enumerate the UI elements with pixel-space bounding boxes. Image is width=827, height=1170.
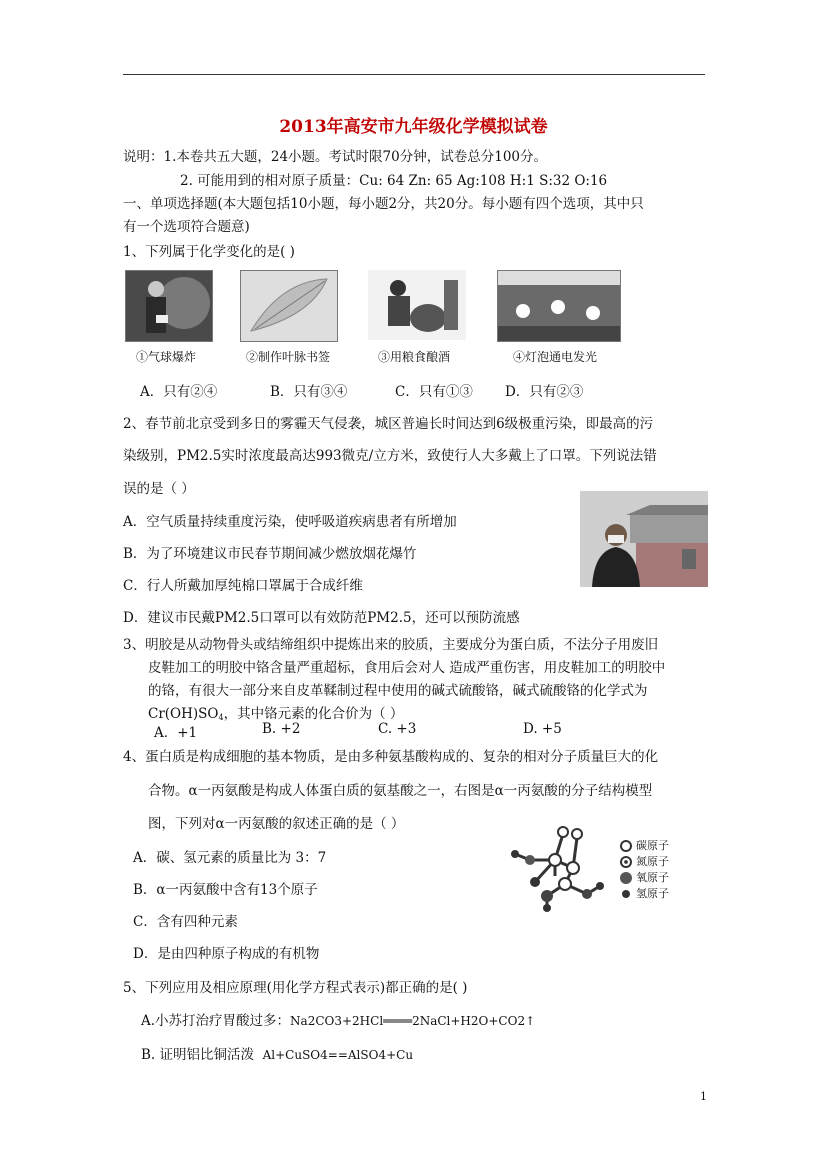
- q2-image-smog: [580, 491, 708, 587]
- q3-line-2: 皮鞋加工的明胶中铬含量严重超标，食用后会对人 造成严重伤害，用皮鞋加工的明胶中: [148, 660, 666, 676]
- q4-option-a: A．碳、氢元素的质量比为 3：7: [133, 850, 327, 866]
- q2-option-a: A．空气质量持续重度污染，使呼吸道疾病患者有所增加: [123, 514, 457, 530]
- q3-option-d: D. +5: [523, 721, 562, 737]
- q4-line-3: 图，下列对α一丙氨酸的叙述正确的是（ ）: [148, 816, 405, 832]
- section1-line-2: 有一个选项符合题意): [123, 219, 250, 235]
- nitrogen-atom-icon: [620, 856, 632, 868]
- q1-image-bulb: [497, 270, 621, 342]
- q4-option-c: C．含有四种元素: [133, 914, 238, 930]
- carbon-atom-icon: [620, 840, 632, 852]
- q3-option-a: A．+1: [154, 725, 198, 741]
- q5-option-a-equation: Na2CO3+2HCl════2NaCl+H2O+CO2↑: [290, 1014, 536, 1028]
- q1-option-b: B．只有③④: [270, 384, 348, 400]
- q1-image-leaf: [240, 270, 338, 342]
- q5-stem: 5、下列应用及相应原理(用化学方程式表示)都正确的是( ): [123, 980, 468, 996]
- q2-line-1: 2、春节前北京受到多日的雾霾天气侵袭，城区普遍长时间达到6级极重污染，即最高的污: [123, 416, 654, 432]
- q2-option-b: B．为了环境建议市民春节期间减少燃放烟花爆竹: [123, 546, 417, 562]
- q1-image-balloon: [125, 270, 213, 342]
- q4-legend: [620, 838, 669, 902]
- page-title: 2013年高安市九年级化学模拟试卷: [279, 117, 548, 137]
- section1-line-1: 一、单项选择题(本大题包括10小题，每小题2分，共20分。每小题有四个选项，其中只: [123, 196, 644, 212]
- legend-carbon: 碳原子: [620, 838, 669, 854]
- q1-caption-3: ③用粮食酿酒: [378, 350, 451, 364]
- q1-option-a: A．只有②④: [140, 384, 218, 400]
- q1-caption-1: ①气球爆炸: [136, 350, 197, 364]
- q2-option-d: D．建议市民戴PM2.5口罩可以有效防范PM2.5，还可以预防流感: [123, 610, 520, 626]
- legend-nitrogen: 氮原子: [620, 854, 669, 870]
- legend-hydrogen: 氢原子: [620, 886, 669, 902]
- q1-stem: 1、下列属于化学变化的是( ): [123, 244, 295, 260]
- q4-molecule-diagram: [505, 824, 615, 914]
- q3-option-b: B. +2: [262, 721, 301, 737]
- q1-image-brewing: [368, 270, 466, 340]
- q4-line-2: 合物。α一丙氨酸是构成人体蛋白质的氨基酸之一，右图是α一丙氨酸的分子结构模型: [148, 783, 653, 799]
- q3-line-3: 的铬，有很大一部分来自皮革鞣制过程中使用的碱式硫酸铬，碱式硫酸铬的化学式为: [148, 683, 648, 699]
- q2-line-3: 误的是（ ）: [123, 481, 195, 497]
- q3-line-4: $Cr(OH)SO_4$，其中铬元素的化合价为（ ）: [148, 706, 404, 722]
- q5-option-b-equation: Al+CuSO4==AlSO4+Cu: [262, 1048, 414, 1062]
- q2-option-c: C．行人所戴加厚纯棉口罩属于合成纤维: [123, 578, 363, 594]
- notes-line-2: 2. 可能用到的相对原子质量：Cu: 64 Zn: 65 Ag:108 H:1 S:32 O:16: [180, 173, 608, 189]
- q1-option-c: C．只有①③: [395, 384, 473, 400]
- q4-option-b: B．α一丙氨酸中含有13个原子: [133, 882, 318, 898]
- q3-option-c: C. +3: [378, 721, 417, 737]
- q3-line-1: 3、明胶是从动物骨头或结缔组织中提炼出来的胶质，主要成分为蛋白质，不法分子用废旧: [123, 637, 659, 653]
- hydrogen-atom-icon: [622, 890, 630, 898]
- oxygen-atom-icon: [620, 872, 632, 884]
- page-number: 1: [700, 1090, 707, 1103]
- q2-line-2: 染级别，PM2.5实时浓度最高达993微克/立方米，致使行人大多戴上了口罩。下列说法错: [123, 448, 657, 464]
- q4-option-d: D．是由四种原子构成的有机物: [133, 946, 320, 962]
- q1-caption-4: ④灯泡通电发光: [513, 350, 598, 364]
- q1-option-d: D．只有②③: [505, 384, 584, 400]
- legend-oxygen: 氧原子: [620, 870, 669, 886]
- q5-option-a: A.小苏打治疗胃酸过多：Na2CO3+2HCl════2NaCl+H2O+CO2↑: [141, 1013, 536, 1029]
- q1-caption-2: ②制作叶脉书签: [246, 350, 331, 364]
- q5-option-b: B. 证明铝比铜活泼 Al+CuSO4==AlSO4+Cu: [141, 1047, 414, 1063]
- q4-line-1: 4、蛋白质是构成细胞的基本物质，是由多种氨基酸构成的、复杂的相对分子质量巨大的化: [123, 749, 659, 765]
- notes-line-1: 说明：1.本卷共五大题，24小题。考试时限70分钟，试卷总分100分。: [123, 149, 548, 165]
- header-rule: [123, 74, 705, 75]
